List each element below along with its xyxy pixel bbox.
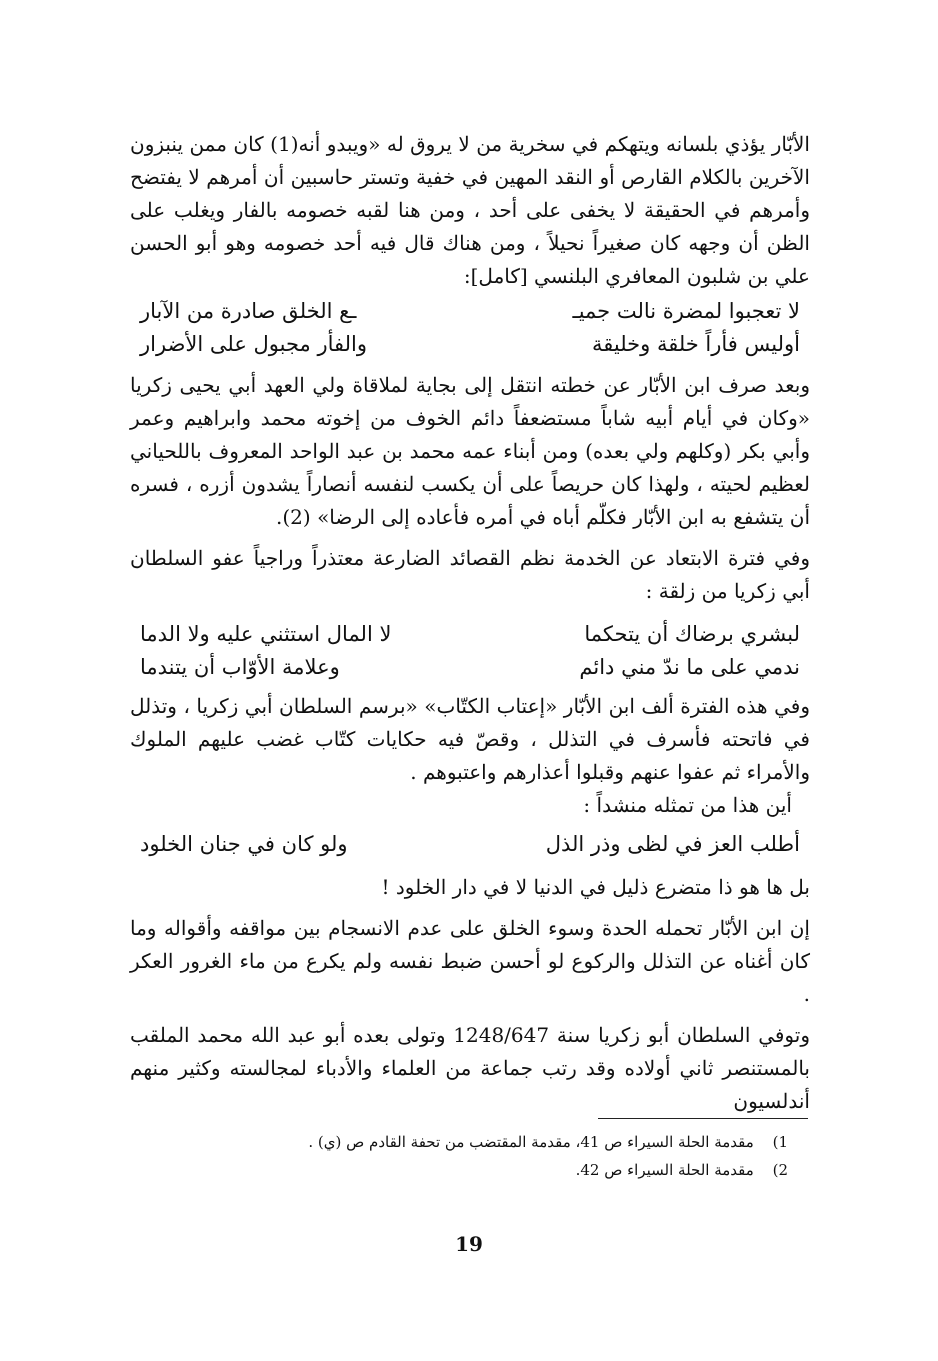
paragraph: إن ابن الأبّار تحمله الحدة وسوء الخلق على عدم الانسجام بين مواقفه وأقواله وما كان أغناه عن التذلل والركوع لو أحسن ضبط نفسه ولم يكرع من ماء الغرور العكر . <box>130 916 810 1006</box>
paragraph: وفي هذه الفترة ألف ابن الأبّار «إعتاب الكتّاب» «برسم السلطان أبي زكريا ، وتذلل في فاتحته فأسرف في التذلل ، وقصّ فيه حكايات كتّاب غضب عليهم الملوك والأمراء ثم عفوا عنهم وقبلوا أعذارهم واعتبوهم . <box>130 694 810 784</box>
footnote-text: مقدمة الحلة السيراء ص 42. <box>575 1161 754 1179</box>
paragraph: بل ها هو ذا متضرع ذليل في الدنيا لا في دار الخلود ! <box>381 875 810 899</box>
hemistich-second: والفأر مجبول على الأضرار <box>140 332 368 356</box>
footnote-number: 2) <box>772 1161 788 1179</box>
footnote-number: 1) <box>772 1133 788 1151</box>
paragraph: وبعد صرف ابن الأبّار عن خطته انتقل إلى بجاية لملاقاة ولي العهد أبي يحيى زكريا «وكان في أيام أبيه شاباً مستضعفاً دائم الخوف من إخوته محمد وابراهيم وعمر وأبي بكر (وكلهم ولي بعده) ومن أبناء عمه محمد بن عبد الواحد المعروف باللحياني لعظيم لحيته ، ولهذا كان حريصاً على أن يكسب لنفسه أنصاراً يشدون أزره ، فسره أن يتشفع به ابن الأبّار فكلّم أباه في أمره فأعاده إلى الرضا» (2). <box>130 373 810 529</box>
hemistich-first: أطلب العز في لظى وذر الذل <box>545 832 800 856</box>
hemistich-second: وعلامة الأوّاب أن يتندما <box>140 655 340 679</box>
hemistich-second: لا المال استثني عليه ولا الدما <box>140 622 392 646</box>
hemistich-first: ندمي على ما ندّ مني دائم <box>579 655 800 679</box>
footnote-item <box>148 1156 788 1184</box>
page-number: 19 <box>455 1232 483 1256</box>
verse-line <box>140 618 800 651</box>
verse-line <box>140 828 800 861</box>
footnote-divider <box>598 1118 808 1119</box>
paragraph: وتوفي السلطان أبو زكريا سنة 1248/647 وتولى بعده أبو عبد الله محمد الملقب بالمستنصر ثاني أولاده وقد رتب جماعة من العلماء والأدباء لمجالسته وكثير منهم أندلسيون <box>130 1023 810 1113</box>
hemistich-second: ولو كان في جنان الخلود <box>140 832 348 856</box>
hemistich-first: لبشري برضاك أن يتحكما <box>584 622 800 646</box>
paragraph: أين هذا من تمثله منشداً : <box>583 793 792 817</box>
poem-block <box>140 618 800 684</box>
hemistich-second: ـع الخلق صادرة من الآبار <box>140 299 357 323</box>
paragraph: الأبّار يؤذي بلسانه ويتهكم في سخرية من لا يروق له «ويبدو أنه(1) كان ممن ينبزون الآخرين بالكلام القارص أو النقد المهين في خفية وتستر حاسبين أن أمرهم لا يفتضح وأمرهم في الحقيقة لا يخفى على أحد ، ومن هنا لقبه خصومه بالفار ويغلب على الظن أن وجهه كان صغيراً نحيلاً ، ومن هناك قال فيه أحد خصومه وهو أبو الحسن علي بن شلبون المعافري البلنسي [كامل]: <box>130 132 810 288</box>
verse-line <box>140 295 800 328</box>
verse-line <box>140 651 800 684</box>
hemistich-first: أوليس فأراً خلقة وخليقة <box>591 332 800 356</box>
poem-block <box>140 295 800 361</box>
verse-line <box>140 328 800 361</box>
footnotes <box>148 1128 788 1184</box>
hemistich-first: لا تعجبوا لمضرة نالت جميـ <box>572 299 800 323</box>
page-body <box>130 128 810 1118</box>
poem-block <box>140 828 800 861</box>
footnote-text: مقدمة الحلة السيراء ص 41، مقدمة المقتضب من تحفة القادم ص (ي) . <box>308 1133 754 1151</box>
paragraph: وفي فترة الابتعاد عن الخدمة نظم القصائد الضارعة معتذراً وراجياً عفو السلطان أبي زكريا من زلقة : <box>130 546 810 603</box>
footnote-item <box>148 1128 788 1156</box>
